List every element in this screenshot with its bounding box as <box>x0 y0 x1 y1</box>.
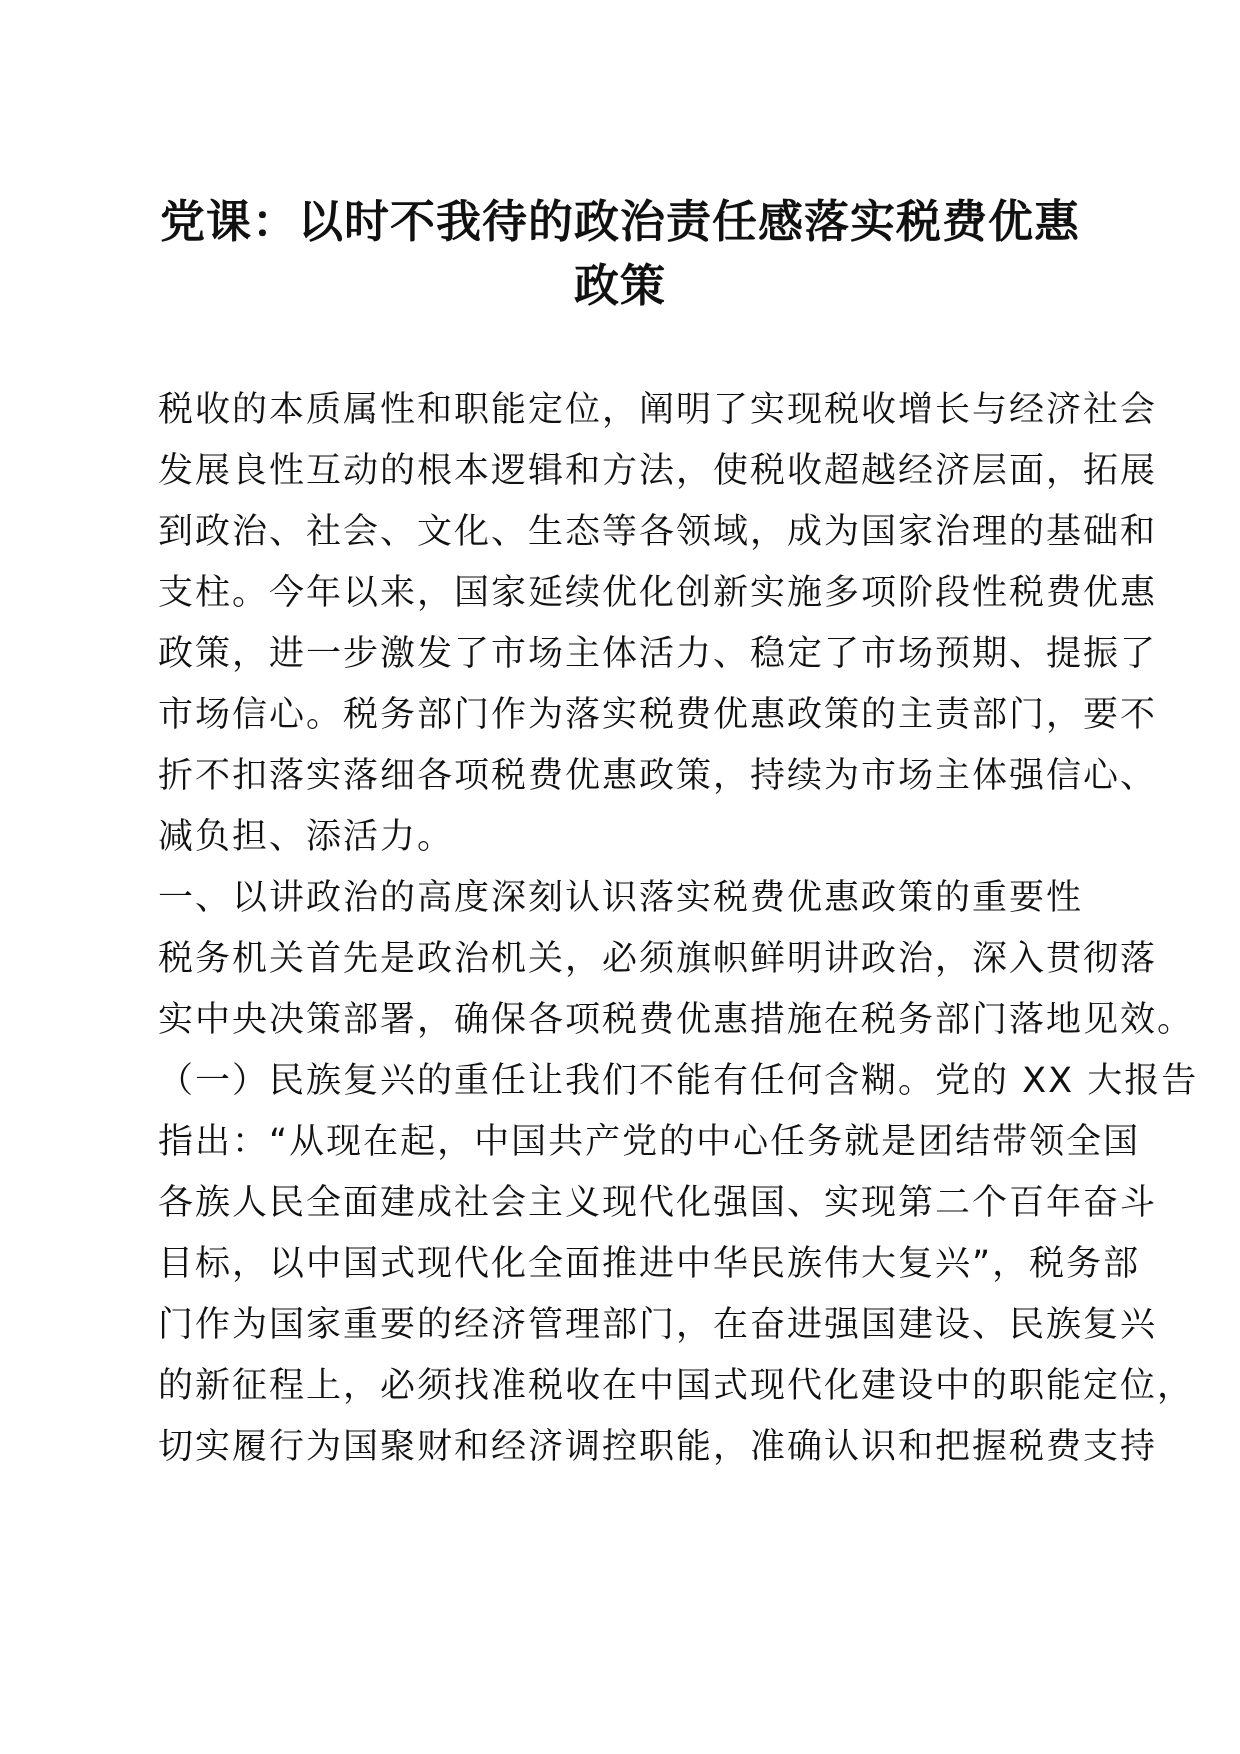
body-line: 切实履行为国聚财和经济调控职能，准确认识和把握税费支持 <box>158 1427 1158 1467</box>
body-line: 税收的本质属性和职能定位，阐明了实现税收增长与经济社会 <box>158 390 1158 430</box>
body-line: 税务机关首先是政治机关，必须旗帜鲜明讲政治，深入贯彻落 <box>158 939 1158 979</box>
body-line: 发展良性互动的根本逻辑和方法，使税收超越经济层面，拓展 <box>158 451 1158 491</box>
body-line: 门作为国家重要的经济管理部门，在奋进强国建设、民族复兴 <box>158 1305 1158 1345</box>
subsection-line: （一）民族复兴的重任让我们不能有任何含糊。党的 XX 大报告 <box>158 1061 1199 1101</box>
body-line: 政策，进一步激发了市场主体活力、稳定了市场预期、提振了 <box>158 634 1158 674</box>
body-line: 的新征程上，必须找准税收在中国式现代化建设中的职能定位， <box>158 1366 1195 1406</box>
body-line: 各族人民全面建成社会主义现代化强国、实现第二个百年奋斗 <box>158 1183 1158 1223</box>
title-line-1: 党课：以时不我待的政治责任感落实税费优惠 <box>159 195 1080 248</box>
document-title <box>120 190 1120 318</box>
body-line: 支柱。今年以来，国家延续优化创新实施多项阶段性税费优惠 <box>158 573 1158 613</box>
body-line: 指出：“从现在起，中国共产党的中心任务就是团结带领全国 <box>158 1122 1141 1162</box>
body-line: 目标，以中国式现代化全面推进中华民族伟大复兴”，税务部 <box>158 1244 1141 1284</box>
body-line: 实中央决策部署，确保各项税费优惠措施在税务部门落地见效。 <box>158 1000 1195 1040</box>
body-line: 减负担、添活力。 <box>158 817 455 857</box>
body-line: 市场信心。税务部门作为落实税费优惠政策的主责部门，要不 <box>158 695 1158 735</box>
title-line-2: 政策 <box>573 259 666 312</box>
document-body <box>158 380 1199 1478</box>
body-line: 折不扣落实落细各项税费优惠政策，持续为市场主体强信心、 <box>158 756 1158 796</box>
section-heading: 一、以讲政治的高度深刻认识落实税费优惠政策的重要性 <box>158 878 1084 918</box>
body-line: 到政治、社会、文化、生态等各领域，成为国家治理的基础和 <box>158 512 1158 552</box>
